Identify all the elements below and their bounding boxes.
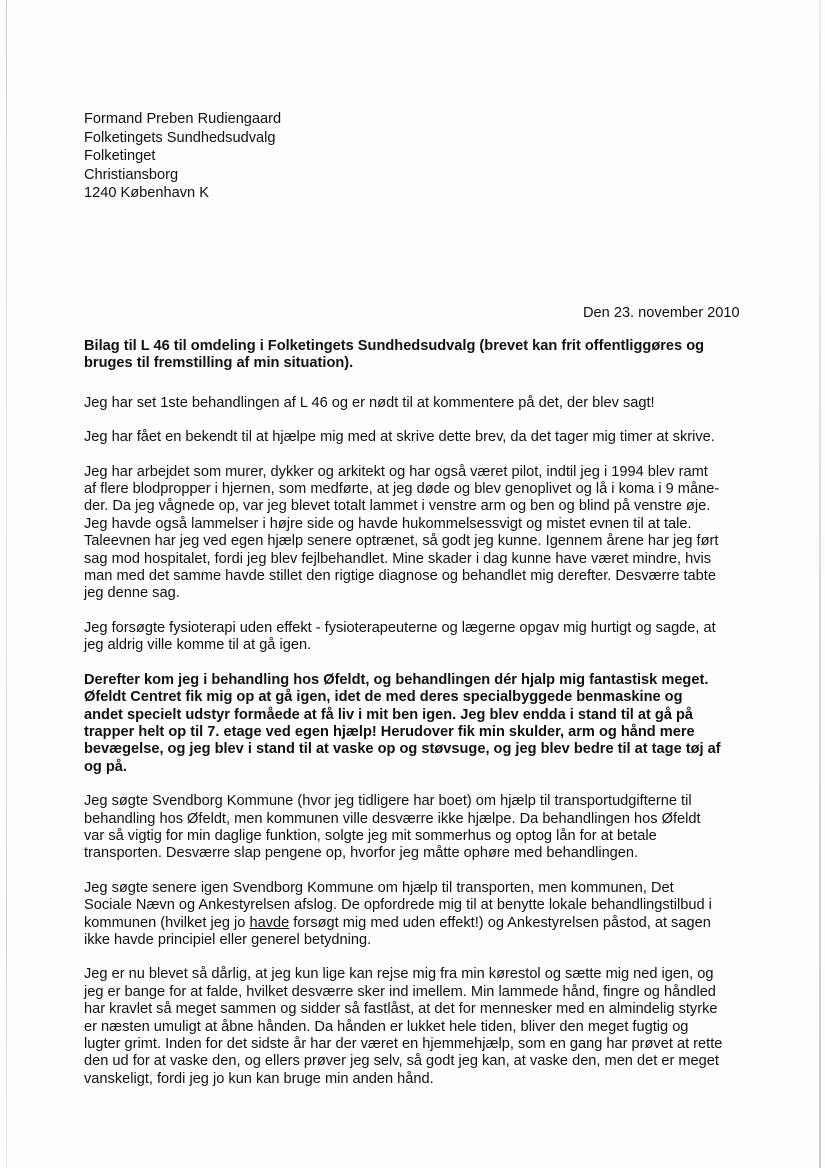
paragraph-line: jeg denne sag. (84, 585, 180, 602)
subject-heading (84, 338, 749, 373)
paragraph-6 (84, 793, 749, 863)
paragraph-line: Taleevnen har jeg ved egen hjælp senere optrænet, så godt jeg kunne. Igennem årene har jeg ført (84, 533, 719, 550)
text-segment: kommunen (hvilket jeg jo (84, 914, 250, 931)
paragraph-line: lugter grimt. Inden for det sidste år har der været en hjemmehjælp, som en gang har prøvet at rette (84, 1036, 723, 1052)
paragraph-7 (84, 880, 749, 950)
paragraph-line: trapper helt op til 7. etage ved egen hjælp! Herudover fik min skulder, arm og hånd mere (84, 723, 695, 740)
recipient-address (84, 110, 281, 203)
paragraph-line: Jeg er nu blevet så dårlig, at jeg kun lige kan rejse mig fra min kørestol og sætte mig ned igen, og (84, 966, 714, 983)
recipient-building: Christiansborg (84, 166, 179, 183)
paragraph-line: og på. (84, 758, 127, 775)
paragraph-line: Jeg forsøgte fysioterapi uden effekt - fysioterapeuterne og lægerne opgav mig hurtigt og sagde, at (84, 619, 716, 636)
paragraph-line: der. Da jeg vågnede op, var jeg blevet totalt lammet i venstre arm og ben og blind på venstre øje. (84, 498, 711, 515)
paragraph-line: Øfeldt Centret fik mig op at gå igen, idet de med deres specialbyggede benmaskine og (84, 689, 683, 706)
paragraph-line: ikke havde principiel eller generel betydning. (84, 931, 372, 948)
scan-edge-right (819, 0, 821, 1168)
letter-date: Den 23. november 2010 (583, 305, 740, 321)
paragraph-line: Jeg søgte Svendborg Kommune (hvor jeg tidligere har boet) om hjælp til transportudgifterne til (84, 793, 692, 810)
paragraph-line: den ud for at vaske den, og ellers prøver jeg selv, så godt jeg kan, at vaske den, men det er meget (84, 1053, 719, 1070)
paragraph-line-with-emphasis (84, 915, 749, 932)
paragraph-line: sag mod hospitalet, fordi jeg blev fejlbehandlet. Mine skader i dag kunne have været mindre, hvis (84, 550, 712, 567)
paragraph-line: bevægelse, og jeg blev i stand til at vaske op og støvsuge, og jeg blev bedre til at tage tøj af (84, 741, 721, 758)
subject-line: bruges til fremstilling af min situation). (84, 355, 354, 372)
paragraph-line: transporten. Desværre slap pengene op, hvorfor jeg måtte ophøre med behandlingen. (84, 845, 639, 862)
paragraph-line: jeg aldrig ville komme til at gå igen. (84, 637, 312, 654)
paragraph-line: var så vigtig for min daglige funktion, solgte jeg mit sommerhus og optog lån for at betale (84, 827, 657, 844)
paragraph-line: af flere blodpropper i hjernen, som medførte, at jeg døde og blev genoplivet og lå i koma i 9 måne- (84, 481, 720, 498)
paragraph-line: Jeg havde også lammelser i højre side og havde hukommelsessvigt og mistet evnen til at tale. (84, 515, 692, 532)
paragraph-8 (84, 966, 749, 1088)
paragraph-line: Jeg har set 1ste behandlingen af L 46 og er nødt til at kommentere på det, der blev sagt! (84, 394, 655, 411)
subject-line: Bilag til L 46 til omdeling i Folketingets Sundhedsudvalg (brevet kan frit offentliggøres og (84, 338, 705, 354)
paragraph-line: jeg er bange for at falde, hvilket desværre sker ind imellem. Min lammede hånd, fingre og håndled (84, 983, 716, 1000)
paragraph-line: har kravlet så meget sammen og sidder så fastlåst, at det for mennesker med en almindelig styrke (84, 1001, 718, 1018)
text-segment: forsøgt mig med uden effekt!) og Ankestyrelsen påstod, at sagen (289, 914, 711, 931)
paragraph-line: Derefter kom jeg i behandling hos Øfeldt, og behandlingen dér hjalp mig fantastisk meget. (84, 671, 709, 688)
paragraph-line: Sociale Nævn og Ankestyrelsen afslog. De opfordrede mig til at benytte lokale behandlingstilbud i (84, 897, 712, 914)
letter-body (84, 338, 749, 1105)
paragraph-1 (84, 395, 749, 412)
recipient-postal-city: 1240 København K (84, 185, 209, 201)
paragraph-line: Jeg har arbejdet som murer, dykker og arkitekt og har også været pilot, indtil jeg i 1994 blev ramt (84, 463, 708, 480)
paragraph-line: behandling hos Øfeldt, men kommunen ville desværre ikke hjælpe. Da behandlingen hos Øfeldt (84, 810, 701, 827)
paragraph-line: andet specielt udstyr formåede at få liv i mit ben igen. Jeg blev endda i stand til at gå på (84, 706, 694, 723)
paragraph-line: vanskeligt, fordi jeg jo kun kan bruge min anden hånd. (84, 1070, 434, 1087)
recipient-name: Formand Preben Rudiengaard (84, 111, 282, 127)
paragraph-3 (84, 464, 749, 603)
paragraph-line: Jeg har fået en bekendt til at hjælpe mig med at skrive dette brev, da det tager mig timer at skrive. (84, 429, 715, 446)
paragraph-line: man med det samme havde stillet den rigtige diagnose og behandlet mig derefter. Desværre tabte (84, 568, 716, 585)
recipient-committee: Folketingets Sundhedsudvalg (84, 129, 276, 146)
paragraph-5-bold (84, 672, 749, 776)
paragraph-line: Jeg søgte senere igen Svendborg Kommune om hjælp til transporten, men kommunen, Det (84, 879, 674, 896)
paragraph-4 (84, 620, 749, 655)
paragraph-2 (84, 429, 749, 446)
scan-edge-left (6, 0, 7, 1168)
recipient-institution: Folketinget (84, 148, 156, 164)
paragraph-line: er næsten umuligt at åbne hånden. Da hånden er lukket hele tiden, bliver den meget fugtig og (84, 1018, 689, 1035)
underlined-word: havde (249, 914, 290, 931)
